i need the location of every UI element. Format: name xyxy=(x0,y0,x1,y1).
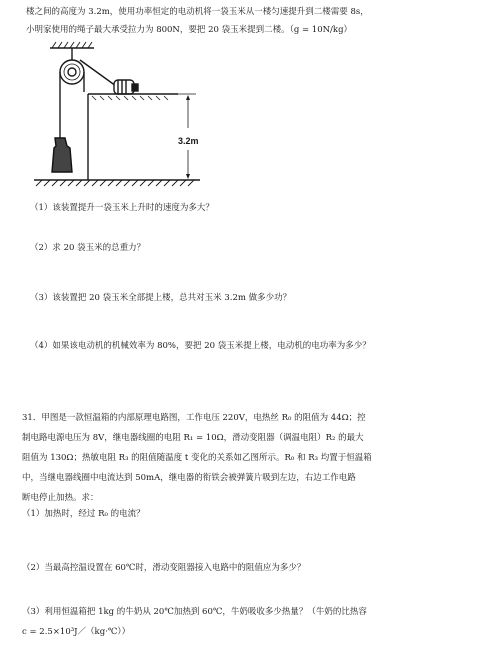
height-label: 3.2m xyxy=(178,136,199,146)
ceiling-hatch xyxy=(52,42,92,48)
motor-body xyxy=(114,80,134,94)
q30-part-4: （4）如果该电动机的机械效率为 80%，要把 20 袋玉米提上楼，电动机的电功率为多少？ xyxy=(30,341,371,351)
q30-part-3: （3）该装置把 20 袋玉米全部提上楼，总共对玉米 3.2m 做多少功？ xyxy=(30,293,292,303)
q31-part-3-cont: c = 2.5×10³J／（kg·℃）） xyxy=(22,627,131,637)
upper-floor-hatch xyxy=(92,96,168,100)
q30-part-2: （2）求 20 袋玉米的总重力？ xyxy=(30,243,146,253)
intro-line-2: 小明家使用的绳子最大承受拉力为 800N，要把 20 袋玉米提到二楼。（g = 10N/kg） xyxy=(26,25,353,35)
q31-line-4: 中，当继电器线圈中电流达到 50mA，继电器的衔铁会被弹簧片吸到左边，右边工作电路 xyxy=(22,473,356,483)
q31-line-1: 31．甲图是一款恒温箱的内部原理电路图，工作电压 220V，电热丝 R₀ 的阻值为 44Ω；控 xyxy=(22,413,366,423)
pulley-wheel xyxy=(60,60,84,84)
q31-stem xyxy=(22,408,466,508)
q30-part-1: （1）该装置提升一袋玉米上升时的速度为多大？ xyxy=(30,203,214,213)
q31-line-2: 制电路电源电压为 8V，继电器线圈的电阻 R₁ = 10Ω，滑动变阻器（调温电阻）R₂ 的最大 xyxy=(22,433,364,443)
q31-part-1: （1）加热时，经过 R₀ 的电流？ xyxy=(22,509,145,519)
q31-line-3: 阻值为 130Ω；热敏电阻 R₃ 的阻值随温度 t 变化的关系如乙图所示。R₀ 和 R₃ 均置于恒温箱 xyxy=(22,453,372,463)
rope-right xyxy=(80,60,116,86)
intro-line-1: 楼之间的高度为 3.2m，使用功率恒定的电动机将一袋玉米从一楼匀速提升到二楼需要 8s， xyxy=(26,7,369,17)
q31-part-2: （2）当最高控温设置在 60℃时，滑动变阻器接入电路中的阻值应为多少？ xyxy=(22,563,306,573)
corn-bag xyxy=(52,138,72,172)
ground-hatch xyxy=(36,180,194,186)
q31-part-3: （3）利用恒温箱把 1kg 的牛奶从 20℃加热到 60℃，牛奶吸收多少热量？（牛奶的比热容 xyxy=(22,607,367,617)
q31-line-5: 断电停止加热。求： xyxy=(22,493,99,503)
